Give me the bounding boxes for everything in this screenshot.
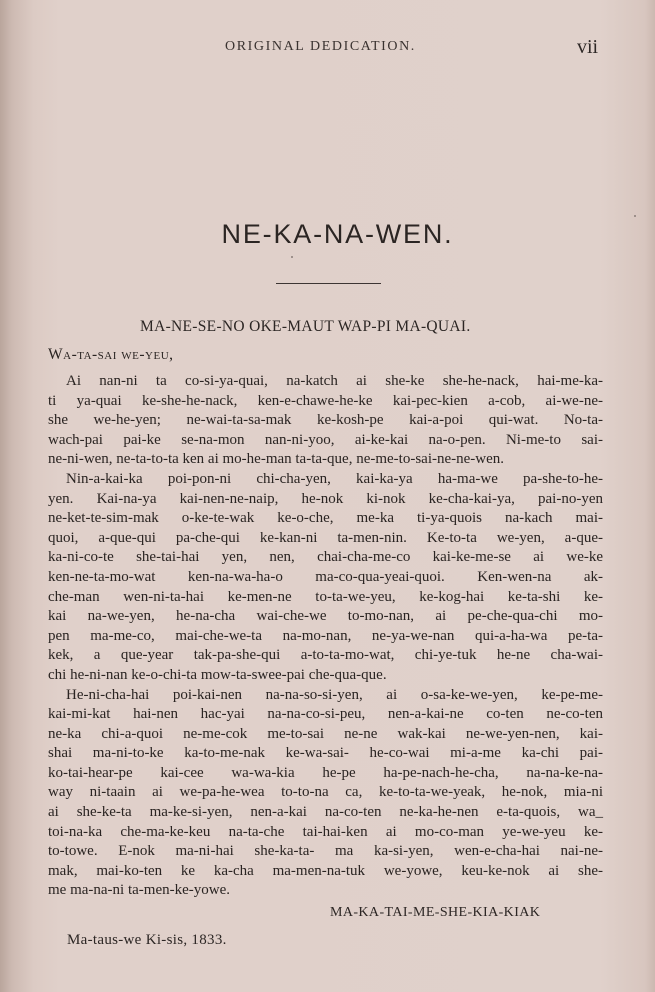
text-line: quoi, a-que-qui pa-che-qui ke-kan-ni ta-men-nin. Ke-to-ta we-yen, a-que- bbox=[48, 529, 603, 546]
text-line: Nin-a-kai-ka poi-pon-ni chi-cha-yen, kai-ka-ya ha-ma-we pa-she-to-he- bbox=[66, 470, 603, 487]
text-line: ai she-ke-ta ma-ke-si-yen, nen-a-kai na-co-ten ne-ka-he-nen e-ta-quois, wa_ bbox=[48, 804, 603, 821]
text-line: ti ya-quai ke-she-he-nack, ken-e-chawe-he-ke kai-pec-kien a-cob, ai-we-ne- bbox=[48, 392, 603, 409]
text-line: chi he-ni-nan ke-o-chi-ta mow-ta-swee-pai che-qua-que. bbox=[48, 666, 387, 683]
text-line: kai na-we-yen, he-na-cha wai-che-we to-mo-nan, ai pe-che-qua-chi mo- bbox=[48, 608, 603, 625]
paper-speck bbox=[634, 215, 636, 217]
text-line: ken-ne-ta-mo-wat ken-na-wa-ha-o ma-co-qua-yeai-quoi. Ken-wen-na ak- bbox=[48, 568, 603, 585]
page-number: vii bbox=[577, 36, 599, 58]
text-line: way ni-taain ai we-pa-he-wea to-to-na ca, ke-to-ta-we-yeak, he-nok, mia-ni bbox=[48, 784, 603, 801]
salutation: Wa-ta-sai we-yeu, bbox=[48, 346, 174, 363]
paper-speck bbox=[291, 256, 293, 258]
dateline: Ma-taus-we Ki-sis, 1833. bbox=[67, 932, 227, 948]
text-line: mak, mai-ko-ten ke ka-cha ma-men-na-tuk we-yowe, keu-ke-nok ai she- bbox=[48, 862, 603, 879]
text-line: ne-ni-wen, ne-ta-to-ta ken ai mo-he-man ta-ta-que, ne-me-to-sai-ne-ne-wen. bbox=[48, 451, 505, 468]
text-line: ne-ket-te-sim-mak o-ke-te-wak ke-o-che, me-ka ti-ya-quois na-kach mai- bbox=[48, 510, 603, 527]
text-line: kek, a que-year tak-pa-she-qui a-to-ta-mo-wat, chi-ye-tuk he-ne cha-wai- bbox=[48, 647, 603, 664]
body-text bbox=[48, 372, 603, 901]
signature: MA-KA-TAI-ME-SHE-KIA-KIAK bbox=[330, 905, 541, 920]
text-line: me ma-na-ni ta-men-ke-yowe. bbox=[48, 882, 230, 899]
text-line: ka-ni-co-te she-tai-hai yen, nen, chai-cha-me-co kai-ke-me-se ai we-ke bbox=[48, 549, 603, 566]
text-line: ne-ka chi-a-quoi ne-me-cok me-to-sai ne-ne wak-kai ne-we-yen-nen, kai- bbox=[48, 725, 603, 742]
text-line: kai-mi-kat hai-nen hac-yai na-na-co-si-peu, nen-a-kai-ne co-ten ne-co-ten bbox=[48, 706, 603, 723]
page-title: NE-KA-NA-WEN. bbox=[221, 219, 454, 249]
text-line: ko-tai-hear-pe kai-cee wa-wa-kia he-pe ha-pe-nach-he-cha, na-na-ke-na- bbox=[48, 764, 603, 781]
running-head: ORIGINAL DEDICATION. bbox=[225, 39, 416, 54]
subtitle: MA-NE-SE-NO OKE-MAUT WAP-PI MA-QUAI. bbox=[140, 318, 471, 335]
text-line: pen ma-me-co, mai-che-we-ta na-mo-nan, ne-ya-we-nan qui-a-ha-wa pe-ta- bbox=[48, 627, 603, 644]
text-line: toi-na-ka che-ma-ke-keu na-ta-che tai-hai-ken ai mo-co-man ye-we-yeu ke- bbox=[48, 823, 603, 840]
text-line: she we-he-yen; ne-wai-ta-sa-mak ke-kosh-pe kai-a-poi qui-wat. No-ta- bbox=[48, 412, 603, 429]
text-line: yen. Kai-na-ya kai-nen-ne-naip, he-nok ki-nok ke-cha-kai-ya, pai-no-yen bbox=[48, 490, 603, 507]
title-block bbox=[0, 219, 655, 250]
text-line: shai ma-ni-to-ke ka-to-me-nak ke-wa-sai- he-co-wai mi-a-me ka-chi pai- bbox=[48, 745, 603, 762]
title-rule bbox=[276, 283, 381, 284]
text-line: wach-pai pai-ke se-na-mon nan-ni-yoo, ai-ke-kai na-o-pen. Ni-me-to sai- bbox=[48, 431, 603, 448]
text-line: che-man wen-ni-ta-hai ke-men-ne to-ta-we-yeu, ke-kog-hai ke-ta-shi ke- bbox=[48, 588, 603, 605]
text-line: He-ni-cha-hai poi-kai-nen na-na-so-si-yen, ai o-sa-ke-we-yen, ke-pe-me- bbox=[66, 686, 603, 703]
text-line: Ai nan-ni ta co-si-ya-quai, na-katch ai she-ke she-he-nack, hai-me-ka- bbox=[66, 373, 603, 389]
text-line: to-towe. E-nok ma-ni-hai she-ka-ta- ma ka-si-yen, wen-e-cha-hai nai-ne- bbox=[48, 843, 603, 860]
